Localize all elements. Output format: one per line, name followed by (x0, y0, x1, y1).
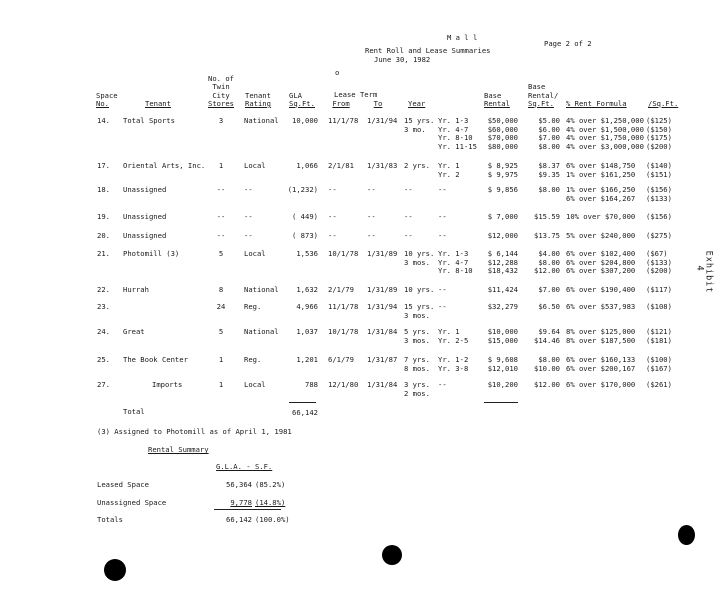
gla-sqft: ( 873) (292, 231, 318, 240)
year-step: -- (438, 185, 447, 194)
total-rule (289, 402, 316, 403)
year-step: -- (438, 302, 447, 311)
base-rental-sqft: $4.00 (538, 249, 560, 258)
pct-rent-formula: 8% over $125,000 (566, 327, 636, 336)
tenant-name: Oriental Arts, Inc. (123, 161, 206, 170)
lease-years: -- (404, 212, 413, 221)
lease-to: -- (367, 212, 376, 221)
base-rental-sqft: $8.00 (538, 141, 560, 151)
lease-years: 2 mos. (404, 388, 430, 398)
base-rental-sqft: $10.00 (534, 363, 560, 373)
tenant-rating: Local (244, 161, 266, 170)
header-space-no: No. (96, 99, 109, 108)
gla-sqft: 788 (305, 380, 318, 389)
summary-pct: (14.8%) (255, 498, 286, 507)
tenant-name: Unassigned (123, 231, 167, 240)
twin-city-stores: 5 (218, 327, 224, 336)
space-no: 19. (97, 212, 110, 221)
gla-sqft: 1,201 (296, 355, 318, 364)
year-step: -- (438, 285, 447, 294)
per-sqft: ($151) (646, 169, 672, 179)
base-rental-sqft: $12.00 (534, 380, 560, 389)
twin-city-stores: -- (216, 231, 226, 240)
tenant-name: Unassigned (123, 185, 167, 194)
base-rental: $32,279 (487, 302, 518, 311)
pct-rent-formula: 1% over $161,250 (566, 169, 636, 179)
lease-to: 1/31/89 (367, 249, 398, 258)
per-sqft: ($67) (646, 249, 668, 258)
lease-to: 1/31/94 (367, 116, 398, 125)
pct-rent-formula: 6% over $164,267 (566, 193, 636, 203)
pct-rent-formula: 6% over $200,167 (566, 363, 636, 373)
per-sqft: ($150) (646, 124, 672, 134)
per-sqft: ($133) (646, 193, 672, 203)
twin-city-stores: 8 (218, 285, 224, 294)
stray-mark: o (335, 68, 340, 77)
lease-from: 2/1/81 (328, 161, 354, 170)
per-sqft: ($181) (646, 335, 672, 345)
twin-city-stores: 5 (218, 249, 224, 258)
tenant-name: Total Sports (123, 116, 175, 125)
summary-header: G.L.A. - S.F. (216, 462, 273, 471)
lease-from: 11/1/78 (328, 302, 359, 311)
pct-rent-formula: 6% over $537,983 (566, 302, 636, 311)
twin-city-stores: -- (216, 185, 226, 194)
tenant-rating: Reg. (244, 302, 262, 311)
base-rental-sqft: $8.00 (538, 185, 560, 194)
space-no: 23. (97, 302, 110, 311)
header-per-sqft: /Sq.Ft. (648, 99, 679, 108)
tenant-rating: -- (244, 231, 253, 240)
base-rental-sqft: $5.00 (538, 116, 560, 125)
lease-to: 1/31/87 (367, 355, 398, 364)
gla-sqft: (1,232) (287, 185, 318, 194)
tenant-rating: -- (244, 185, 253, 194)
rental-summary-title: Rental Summary (148, 445, 209, 454)
lease-to: -- (367, 231, 376, 240)
gla-sqft: ( 449) (292, 212, 318, 221)
lease-to: 1/31/84 (367, 380, 398, 389)
gla-sqft: 1,066 (296, 161, 318, 170)
header-base-rental: Base (484, 90, 502, 100)
per-sqft: ($200) (646, 141, 672, 151)
lease-years: 15 yrs. (404, 116, 435, 125)
per-sqft: ($100) (646, 355, 672, 364)
base-rental: $60,000 (487, 124, 518, 134)
gla-sqft: 10,000 (292, 116, 318, 125)
binder-hole (104, 559, 126, 581)
per-sqft: ($261) (646, 380, 672, 389)
base-rental: $ 6,144 (487, 249, 518, 258)
summary-label: Totals (97, 515, 123, 524)
tenant-rating: National (244, 116, 279, 125)
pct-rent-formula: 8% over $187,500 (566, 335, 636, 345)
base-rental-sqft: $9.35 (538, 169, 560, 179)
header-tenant-rating: Rating (245, 99, 271, 108)
per-sqft: ($133) (646, 257, 672, 267)
rental-rule (484, 402, 518, 403)
gla-sqft: 1,037 (296, 327, 318, 336)
header-twin-city-stores: Twin (212, 82, 230, 92)
header-gla: Sq.Ft. (289, 99, 315, 108)
binder-hole (382, 545, 402, 565)
base-rental-sqft: $8.00 (538, 355, 560, 364)
lease-to: 1/31/84 (367, 327, 398, 336)
header-from: From (332, 99, 350, 108)
base-rental: $ 9,608 (487, 355, 518, 364)
lease-from: 12/1/80 (328, 380, 359, 389)
header-base-rental-sqft: Sq.Ft. (528, 99, 554, 108)
summary-pct: (100.0%) (255, 515, 290, 524)
year-step: -- (438, 380, 447, 389)
space-no: 25. (97, 355, 110, 364)
year-step: -- (438, 231, 447, 240)
base-rental: $70,000 (487, 133, 518, 143)
pct-rent-formula: 4% over $1,250,000 (566, 116, 644, 125)
base-rental-sqft: $7.00 (538, 285, 560, 294)
tenant-name: Unassigned (123, 212, 167, 221)
summary-pct: (85.2%) (255, 480, 286, 489)
header-lease-term: Lease Term (334, 90, 378, 99)
lease-to: -- (367, 185, 376, 194)
summary-label: Leased Space (97, 480, 149, 489)
base-rental-sqft: $12.00 (534, 266, 560, 276)
per-sqft: ($121) (646, 327, 672, 336)
summary-label: Unassigned Space (97, 498, 167, 507)
pct-rent-formula: 6% over $190,400 (566, 285, 636, 294)
year-step: Yr. 1 (438, 327, 460, 336)
lease-from: 10/1/78 (328, 327, 359, 336)
base-rental-sqft: $13.75 (534, 231, 560, 240)
pct-rent-formula: 10% over $70,000 (566, 212, 636, 221)
page-number: Page 2 of 2 (544, 39, 592, 48)
year-step: Yr. 1-3 (438, 249, 469, 258)
lease-to: 1/31/94 (367, 302, 398, 311)
space-no: 27. (97, 380, 110, 389)
header-year: Year (408, 99, 426, 108)
pct-rent-formula: 6% over $204,800 (566, 257, 636, 267)
base-rental-sqft: $7.00 (538, 133, 560, 143)
document-title: Rent Roll and Lease Summaries (365, 46, 491, 55)
summary-rule (214, 509, 281, 510)
lease-years: 8 mos. (404, 363, 430, 373)
base-rental: $50,000 (487, 116, 518, 125)
header-tenant: Tenant (145, 99, 171, 108)
tenant-rating: -- (244, 212, 253, 221)
tenant-name: Hurrah (123, 285, 149, 294)
per-sqft: ($156) (646, 185, 672, 194)
year-step: Yr. 11-15 (438, 141, 477, 151)
footnote: (3) Assigned to Photomill as of April 1, 1981 (97, 427, 292, 436)
tenant-name: Photomill (3) (123, 249, 180, 258)
year-step: Yr. 4-7 (438, 124, 469, 134)
base-rental-sqft: $14.46 (534, 335, 560, 345)
lease-from: -- (328, 212, 337, 221)
base-rental: $18,432 (487, 266, 518, 276)
header-base-rental: Rental (484, 99, 510, 108)
tenant-rating: Reg. (244, 355, 262, 364)
per-sqft: ($125) (646, 116, 672, 125)
header-base-rental-sqft: Rental/ (528, 90, 559, 100)
year-step: Yr. 1-3 (438, 116, 469, 125)
lease-years: 3 mos. (404, 310, 430, 320)
per-sqft: ($167) (646, 363, 672, 373)
summary-value: 66,142 (226, 515, 252, 524)
lease-from: -- (328, 231, 337, 240)
base-rental-sqft: $15.59 (534, 212, 560, 221)
header-twin-city-stores: No. of (208, 73, 234, 83)
base-rental: $80,000 (487, 141, 518, 151)
twin-city-stores: 3 (218, 116, 224, 125)
header-to: To (373, 99, 383, 108)
header-twin-city-stores: Stores (208, 99, 234, 108)
space-no: 14. (97, 116, 110, 125)
tenant-name: Great (123, 327, 145, 336)
lease-from: 10/1/78 (328, 249, 359, 258)
pct-rent-formula: 6% over $307,200 (566, 266, 636, 276)
base-rental-sqft: $8.37 (538, 161, 560, 170)
year-step: Yr. 2 (438, 169, 460, 179)
lease-years: 3 mos. (404, 257, 430, 267)
pct-rent-formula: 5% over $240,000 (566, 231, 636, 240)
twin-city-stores: 1 (218, 355, 224, 364)
gla-sqft: 4,966 (296, 302, 318, 311)
base-rental: $15,000 (487, 335, 518, 345)
binder-hole (678, 525, 695, 545)
pct-rent-formula: 4% over $1,500,000 (566, 124, 644, 134)
space-no: 22. (97, 285, 110, 294)
tenant-rating: National (244, 285, 279, 294)
base-rental: $10,000 (487, 327, 518, 336)
year-step: Yr. 3-8 (438, 363, 469, 373)
per-sqft: ($175) (646, 133, 672, 143)
lease-years: -- (404, 185, 413, 194)
per-sqft: ($140) (646, 161, 672, 170)
pct-rent-formula: 6% over $148,750 (566, 161, 636, 170)
base-rental: $12,000 (487, 231, 518, 240)
year-step: -- (438, 212, 447, 221)
twin-city-stores: -- (216, 212, 226, 221)
base-rental-sqft: $8.00 (538, 257, 560, 267)
year-step: Yr. 8-10 (438, 266, 473, 276)
lease-from: 2/1/79 (328, 285, 354, 294)
base-rental: $ 8,925 (487, 161, 518, 170)
year-step: Yr. 4-7 (438, 257, 469, 267)
year-step: Yr. 1 (438, 161, 460, 170)
lease-years: 3 mos. (404, 335, 430, 345)
tenant-rating: Local (244, 249, 266, 258)
tenant-name: Imports (152, 380, 183, 389)
summary-value: 9,778 (230, 498, 252, 507)
lease-years: 15 yrs. (404, 302, 435, 311)
base-rental: $11,424 (487, 285, 518, 294)
lease-to: 1/31/89 (367, 285, 398, 294)
pct-rent-formula: 6% over $102,400 (566, 249, 636, 258)
mall-name: M a l l (447, 33, 478, 42)
space-no: 20. (97, 231, 110, 240)
summary-value: 56,364 (226, 480, 252, 489)
total-label: Total (123, 407, 145, 416)
header-tenant-rating: Tenant (245, 90, 271, 100)
tenant-rating: Local (244, 380, 266, 389)
per-sqft: ($117) (646, 285, 672, 294)
lease-from: -- (328, 185, 337, 194)
lease-from: 11/1/78 (328, 116, 359, 125)
gla-sqft: 1,536 (296, 249, 318, 258)
pct-rent-formula: 6% over $170,000 (566, 380, 636, 389)
base-rental: $ 9,856 (487, 185, 518, 194)
base-rental-sqft: $9.64 (538, 327, 560, 336)
lease-years: 7 yrs. (404, 355, 430, 364)
per-sqft: ($275) (646, 231, 672, 240)
twin-city-stores: 24 (216, 302, 226, 311)
pct-rent-formula: 4% over $3,000,000 (566, 141, 644, 151)
space-no: 21. (97, 249, 110, 258)
pct-rent-formula: 4% over $1,750,000 (566, 133, 644, 143)
lease-years: 5 yrs. (404, 327, 430, 336)
pct-rent-formula: 1% over $166,250 (566, 185, 636, 194)
pct-rent-formula: 6% over $160,133 (566, 355, 636, 364)
base-rental-sqft: $6.00 (538, 124, 560, 134)
lease-years: 3 mo. (404, 124, 426, 134)
lease-years: -- (404, 231, 413, 240)
base-rental: $ 9,975 (487, 169, 518, 179)
base-rental: $ 7,000 (487, 212, 518, 221)
header-gla: GLA (289, 90, 302, 100)
tenant-name: The Book Center (123, 355, 188, 364)
base-rental: $12,010 (487, 363, 518, 373)
exhibit-label: Exhibit 4 (695, 250, 714, 294)
lease-years: 2 yrs. (404, 161, 430, 170)
total-gla: 66,142 (292, 408, 318, 417)
base-rental-sqft: $6.50 (538, 302, 560, 311)
per-sqft: ($156) (646, 212, 672, 221)
base-rental: $12,288 (487, 257, 518, 267)
base-rental: $10,200 (487, 380, 518, 389)
lease-years: 10 yrs. (404, 249, 435, 258)
lease-from: 6/1/79 (328, 355, 354, 364)
header-pct-rent-formula: % Rent Formula (566, 99, 627, 108)
year-step: Yr. 8-10 (438, 133, 473, 143)
lease-years: 3 yrs. (404, 380, 430, 389)
header-space-no: Space (96, 90, 118, 100)
tenant-rating: National (244, 327, 279, 336)
year-step: Yr. 1-2 (438, 355, 469, 364)
per-sqft: ($200) (646, 266, 672, 276)
year-step: Yr. 2-5 (438, 335, 469, 345)
document-date: June 30, 1982 (374, 55, 431, 64)
twin-city-stores: 1 (218, 161, 224, 170)
gla-sqft: 1,632 (296, 285, 318, 294)
header-twin-city-stores: City (212, 90, 230, 100)
header-base-rental-sqft: Base (528, 82, 546, 92)
lease-years: 10 yrs. (404, 285, 435, 294)
per-sqft: ($108) (646, 302, 672, 311)
space-no: 24. (97, 327, 110, 336)
space-no: 17. (97, 161, 110, 170)
space-no: 18. (97, 185, 110, 194)
lease-to: 1/31/83 (367, 161, 398, 170)
twin-city-stores: 1 (218, 380, 224, 389)
